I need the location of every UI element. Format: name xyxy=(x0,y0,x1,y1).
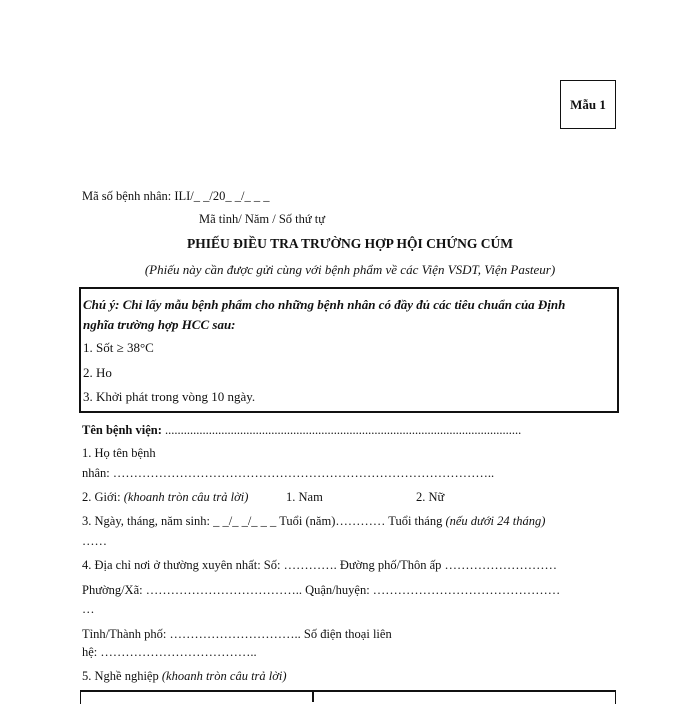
patient-code-label: Mã số bệnh nhân: ILI/_ _/20_ _/_ _ _ xyxy=(82,189,270,203)
occupation-label: 5. Nghề nghiệp xyxy=(82,669,162,683)
address-line-3[interactable]: Tỉnh/Thành phố: ………………………….. Số điện thoại liên xyxy=(82,627,392,641)
note-item-cough: 2. Ho xyxy=(83,365,112,380)
note-box xyxy=(79,287,619,413)
address-line-1[interactable]: 4. Địa chỉ nơi ở thường xuyên nhất: Số: …………. Đường phố/Thôn ấp ……………………… xyxy=(82,558,558,572)
dob-field[interactable] xyxy=(82,514,545,529)
address-line-4[interactable]: hệ: ……………………………….. xyxy=(82,645,257,659)
page-subtitle: (Phiếu này cần được gửi cùng với bệnh phẩm về các Viện VSDT, Viện Pasteur) xyxy=(144,262,556,277)
hospital-field xyxy=(82,423,521,438)
hospital-label: Tên bệnh viện: xyxy=(82,423,162,437)
occupation-note: (khoanh tròn câu trả lời) xyxy=(161,669,287,683)
occupation-field xyxy=(82,669,287,684)
dob-continuation: …… xyxy=(82,534,107,548)
note-item-fever: 1. Sốt ≥ 38°C xyxy=(83,340,154,355)
note-title-line1: Chú ý: Chỉ lấy mẫu bệnh phẩm cho những bệnh nhân có đầy đủ các tiêu chuẩn của Định xyxy=(83,297,566,312)
gender-note: (khoanh tròn câu trả lời) xyxy=(123,490,249,504)
form-code-box xyxy=(560,80,616,129)
dob-label: 3. Ngày, tháng, năm sinh: _ _/_ _/_ _ _ Tuổi (năm)………… Tuổi tháng xyxy=(82,514,446,528)
dob-note: (nếu dưới 24 tháng) xyxy=(445,514,546,528)
occupation-table-divider xyxy=(312,690,314,702)
address-line-2-cont: … xyxy=(82,602,95,616)
note-title-line2: nghĩa trường hợp HCC sau: xyxy=(83,317,236,332)
gender-label: 2. Giới: xyxy=(82,490,124,504)
gender-field xyxy=(82,490,248,505)
hospital-dots[interactable]: .................................................................................................................. xyxy=(161,423,522,437)
gender-option-male[interactable]: 1. Nam xyxy=(286,490,323,504)
gender-option-female[interactable]: 2. Nữ xyxy=(416,490,445,504)
name-label: 1. Họ tên bệnh xyxy=(82,446,156,460)
page-title: PHIẾU ĐIỀU TRA TRƯỜNG HỢP HỘI CHỨNG CÚM xyxy=(187,236,513,251)
occupation-table xyxy=(80,690,616,704)
patient-code-sublabel: Mã tỉnh/ Năm / Số thứ tự xyxy=(199,212,326,226)
form-code: Mẫu 1 xyxy=(570,96,606,112)
note-item-onset: 3. Khởi phát trong vòng 10 ngày. xyxy=(83,389,256,404)
note-title xyxy=(83,295,603,335)
name-field[interactable]: nhân: ……………………………………………………………………………….. xyxy=(82,466,495,480)
address-line-2[interactable]: Phường/Xã: ……………………………….. Quận/huyện: ……………………………………… xyxy=(82,583,561,597)
